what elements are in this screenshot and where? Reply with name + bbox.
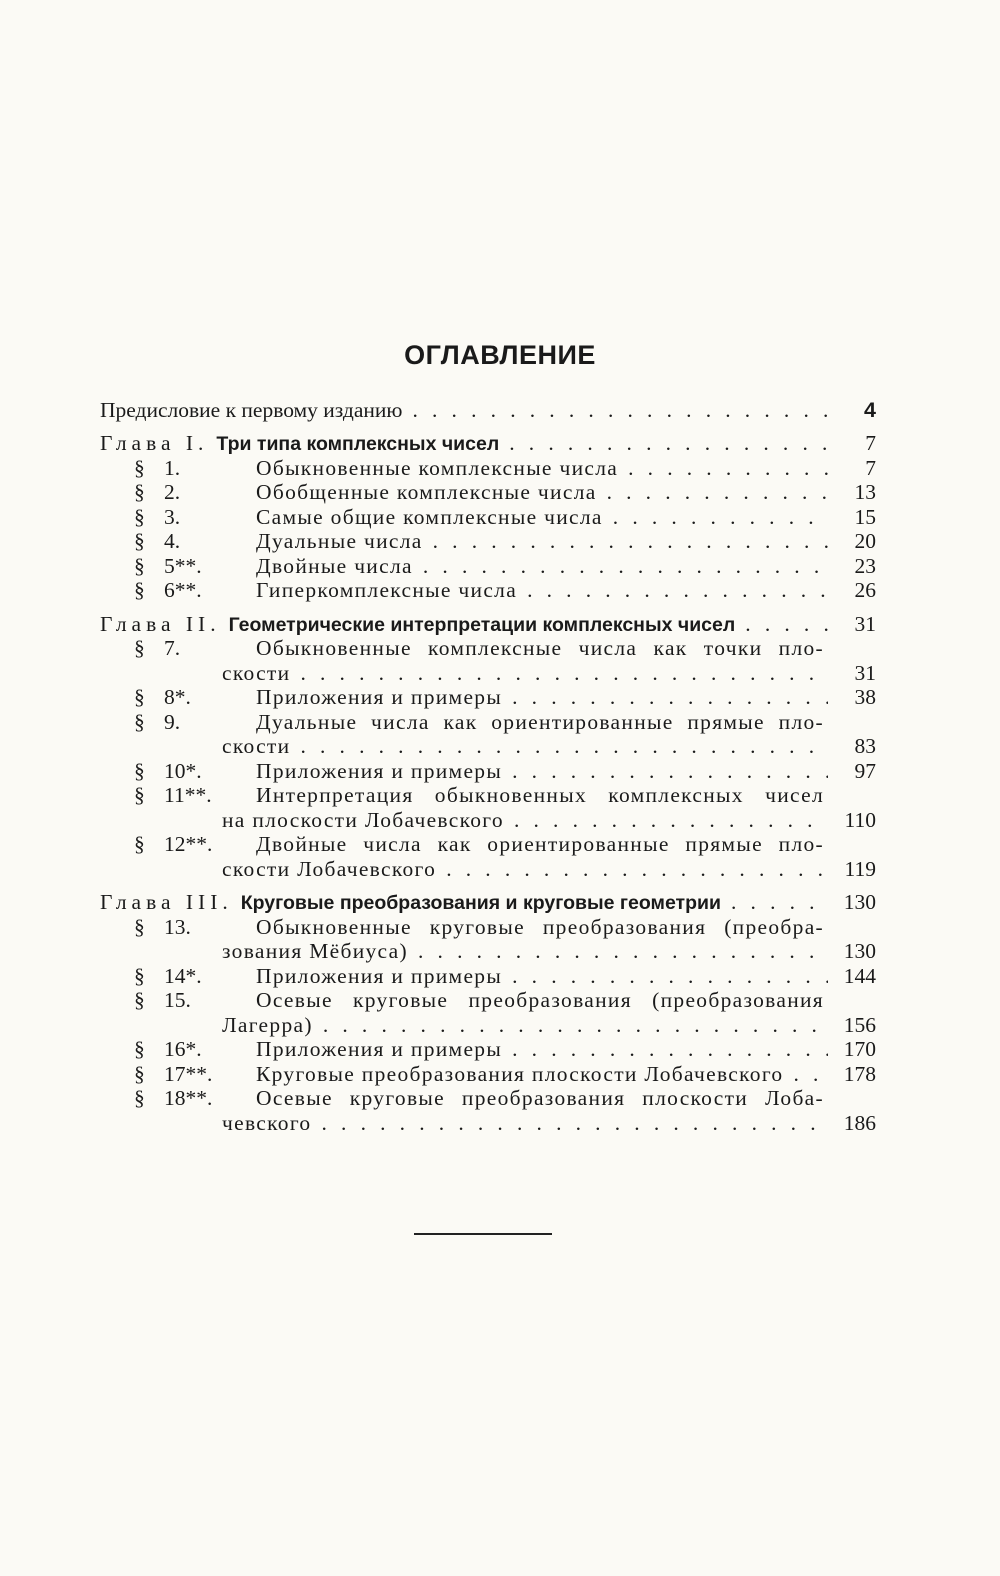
section-page-number: 97 bbox=[854, 758, 876, 783]
toc-section-entry bbox=[100, 833, 876, 858]
chapter-page-number: 7 bbox=[865, 431, 876, 455]
dot-leader bbox=[423, 554, 828, 579]
section-symbol: § bbox=[134, 529, 145, 553]
section-title: Дуальные числа как ориентированные прямые пло- bbox=[256, 709, 824, 734]
section-number bbox=[100, 554, 256, 579]
section-page-number: 170 bbox=[843, 1037, 876, 1061]
dot-leader bbox=[514, 808, 828, 833]
section-num: 17**. bbox=[164, 1061, 213, 1086]
toc-section-entry bbox=[100, 505, 876, 530]
section-title: скости bbox=[222, 660, 291, 685]
section-title: скости Лобачевского bbox=[222, 856, 437, 881]
dot-leader bbox=[512, 1037, 828, 1062]
section-title: Интерпретация обыкновенных комплексных чисел bbox=[256, 783, 824, 807]
section-number bbox=[100, 1037, 256, 1062]
chapter-page-number: 31 bbox=[854, 611, 876, 636]
dot-leader bbox=[412, 398, 828, 423]
chapter-title: Геометрические интерпретации комплексных чисел bbox=[228, 613, 736, 636]
section-num: 7. bbox=[164, 636, 181, 660]
section-title: Обобщенные комплексные числа bbox=[256, 480, 597, 504]
section-number bbox=[100, 964, 256, 989]
section-symbol: § bbox=[134, 455, 145, 480]
chapter-title: Три типа комплексных чисел bbox=[216, 433, 500, 455]
toc-section-entry bbox=[100, 1087, 876, 1112]
section-symbol: § bbox=[134, 709, 145, 734]
section-page-number: 144 bbox=[843, 963, 876, 988]
toc-section-entry bbox=[100, 1013, 876, 1038]
toc-section-entry bbox=[100, 456, 876, 481]
toc-section-entry bbox=[100, 661, 876, 686]
chapter-label: Глава III. bbox=[100, 890, 233, 914]
dot-leader bbox=[300, 661, 828, 686]
section-title: Приложения и примеры bbox=[256, 758, 503, 783]
section-title: Двойные числа bbox=[256, 553, 413, 578]
dot-leader bbox=[527, 578, 828, 603]
section-num: 11**. bbox=[164, 783, 212, 807]
section-title: Обыкновенные комплексные числа bbox=[256, 455, 619, 480]
section-page-number: 186 bbox=[843, 1110, 876, 1135]
toc-section-entry bbox=[100, 481, 876, 506]
section-page-number: 83 bbox=[854, 734, 876, 758]
section-number bbox=[100, 456, 256, 481]
section-symbol: § bbox=[134, 685, 145, 709]
section-page-number: 31 bbox=[854, 660, 876, 685]
table-of-contents bbox=[100, 398, 876, 1136]
section-page-number: 20 bbox=[854, 529, 876, 553]
section-title: Самые общие комплексные числа bbox=[256, 504, 603, 529]
section-title: Гиперкомплексные числа bbox=[256, 578, 518, 602]
section-num: 18**. bbox=[164, 1086, 213, 1110]
toc-section-entry bbox=[100, 940, 876, 965]
preface-title: Предисловие к первому изданию bbox=[100, 397, 403, 422]
section-title: чевского bbox=[222, 1110, 312, 1135]
section-symbol: § bbox=[134, 914, 145, 939]
section-number bbox=[100, 529, 256, 554]
section-symbol: § bbox=[134, 636, 145, 660]
section-page-number: 156 bbox=[843, 1012, 876, 1037]
section-page-number: 23 bbox=[854, 553, 876, 578]
section-title: зования Мёбиуса) bbox=[222, 939, 408, 963]
section-number bbox=[100, 915, 256, 940]
section-title: Обыкновенные комплексные числа как точки пло- bbox=[256, 636, 824, 660]
section-page-number: 15 bbox=[854, 504, 876, 529]
section-title: Круговые преобразования плоскости Лобачевского bbox=[256, 1061, 784, 1086]
toc-section-entry bbox=[100, 1062, 876, 1087]
section-num: 6**. bbox=[164, 578, 202, 602]
section-num: 3. bbox=[164, 504, 181, 529]
section-symbol: § bbox=[134, 963, 145, 988]
toc-section-entry bbox=[100, 1038, 876, 1063]
section-number bbox=[100, 759, 256, 784]
section-number bbox=[100, 578, 256, 603]
section-num: 5**. bbox=[164, 553, 202, 578]
dot-leader bbox=[509, 431, 828, 456]
section-number bbox=[100, 988, 256, 1013]
section-num: 16*. bbox=[164, 1037, 202, 1061]
dot-leader bbox=[745, 612, 828, 637]
section-num: 12**. bbox=[164, 832, 213, 856]
dot-leader bbox=[794, 1062, 829, 1087]
dot-leader bbox=[433, 529, 828, 554]
section-num: 15. bbox=[164, 988, 191, 1012]
section-symbol: § bbox=[134, 504, 145, 529]
section-num: 1. bbox=[164, 455, 181, 480]
toc-chapter-entry bbox=[100, 612, 876, 637]
toc-section-entry bbox=[100, 530, 876, 555]
section-title: Лагерра) bbox=[222, 1012, 313, 1037]
section-num: 13. bbox=[164, 914, 191, 939]
dot-leader bbox=[512, 759, 828, 784]
section-symbol: § bbox=[134, 988, 145, 1012]
section-page-number: 119 bbox=[844, 856, 876, 881]
section-symbol: § bbox=[134, 1061, 145, 1086]
section-symbol: § bbox=[134, 1086, 145, 1110]
chapter-label: Глава II. bbox=[100, 611, 221, 636]
section-title: скости bbox=[222, 734, 291, 758]
section-symbol: § bbox=[134, 480, 145, 504]
dot-leader bbox=[512, 685, 828, 710]
section-page-number: 7 bbox=[865, 455, 876, 480]
dot-leader bbox=[300, 734, 828, 759]
section-page-number: 38 bbox=[854, 685, 876, 709]
toc-section-entry bbox=[100, 989, 876, 1014]
section-symbol: § bbox=[134, 783, 145, 807]
chapter-label: Глава I. bbox=[100, 431, 209, 455]
section-symbol: § bbox=[134, 832, 145, 856]
toc-section-entry bbox=[100, 637, 876, 662]
dot-leader bbox=[323, 1013, 828, 1038]
dot-leader bbox=[607, 480, 828, 505]
dot-leader bbox=[731, 890, 828, 915]
section-title: Осевые круговые преобразования (преобразования bbox=[256, 988, 824, 1012]
preface-page-number: 4 bbox=[864, 397, 876, 422]
section-symbol: § bbox=[134, 553, 145, 578]
section-number bbox=[100, 636, 256, 661]
toc-chapter-entry bbox=[100, 891, 876, 916]
section-title: Дуальные числа bbox=[256, 529, 423, 553]
section-symbol: § bbox=[134, 758, 145, 783]
section-num: 8*. bbox=[164, 685, 191, 709]
section-num: 10*. bbox=[164, 758, 202, 783]
section-number bbox=[100, 685, 256, 710]
toc-section-entry bbox=[100, 915, 876, 940]
section-number bbox=[100, 1062, 256, 1087]
dot-leader bbox=[446, 857, 828, 882]
section-symbol: § bbox=[134, 578, 145, 602]
section-num: 9. bbox=[164, 709, 181, 734]
toc-section-entry bbox=[100, 759, 876, 784]
section-title: Приложения и примеры bbox=[256, 685, 503, 709]
toc-section-entry bbox=[100, 857, 876, 882]
dot-leader bbox=[321, 1111, 828, 1136]
dot-leader bbox=[512, 964, 828, 989]
toc-preface-entry bbox=[100, 398, 876, 423]
section-title: на плоскости Лобачевского bbox=[222, 807, 504, 832]
section-title: Осевые круговые преобразования плоскости Лоба- bbox=[256, 1086, 824, 1110]
dot-leader bbox=[613, 505, 828, 530]
toc-section-entry bbox=[100, 964, 876, 989]
section-num: 14*. bbox=[164, 963, 202, 988]
end-rule bbox=[414, 1233, 552, 1235]
section-number bbox=[100, 505, 256, 530]
section-title: Приложения и примеры bbox=[256, 1037, 503, 1061]
section-page-number: 110 bbox=[844, 807, 876, 832]
section-number bbox=[100, 1086, 256, 1111]
section-num: 4. bbox=[164, 529, 181, 553]
section-title: Обыкновенные круговые преобразования (преобра- bbox=[256, 914, 824, 939]
toc-section-entry bbox=[100, 808, 876, 833]
toc-section-entry bbox=[100, 784, 876, 809]
toc-section-entry bbox=[100, 554, 876, 579]
section-num: 2. bbox=[164, 480, 181, 504]
section-title: Приложения и примеры bbox=[256, 963, 503, 988]
toc-section-entry bbox=[100, 1111, 876, 1136]
toc-chapter-entry bbox=[100, 432, 876, 457]
section-page-number: 26 bbox=[854, 578, 876, 602]
section-number bbox=[100, 832, 256, 857]
section-symbol: § bbox=[134, 1037, 145, 1061]
section-page-number: 130 bbox=[843, 939, 876, 963]
section-title: Двойные числа как ориентированные прямые пло- bbox=[256, 832, 824, 856]
toc-section-entry bbox=[100, 735, 876, 760]
chapter-page-number: 130 bbox=[843, 890, 876, 914]
section-number bbox=[100, 783, 256, 808]
dot-leader bbox=[628, 456, 828, 481]
section-number bbox=[100, 710, 256, 735]
chapter-title: Круговые преобразования и круговые геометрии bbox=[240, 892, 721, 914]
toc-section-entry bbox=[100, 710, 876, 735]
toc-section-entry bbox=[100, 579, 876, 604]
toc-section-entry bbox=[100, 686, 876, 711]
section-page-number: 178 bbox=[843, 1061, 876, 1086]
page-title: ОГЛАВЛЕНИЕ bbox=[404, 340, 596, 370]
section-page-number: 13 bbox=[854, 480, 876, 504]
section-number bbox=[100, 480, 256, 505]
dot-leader bbox=[418, 939, 828, 964]
